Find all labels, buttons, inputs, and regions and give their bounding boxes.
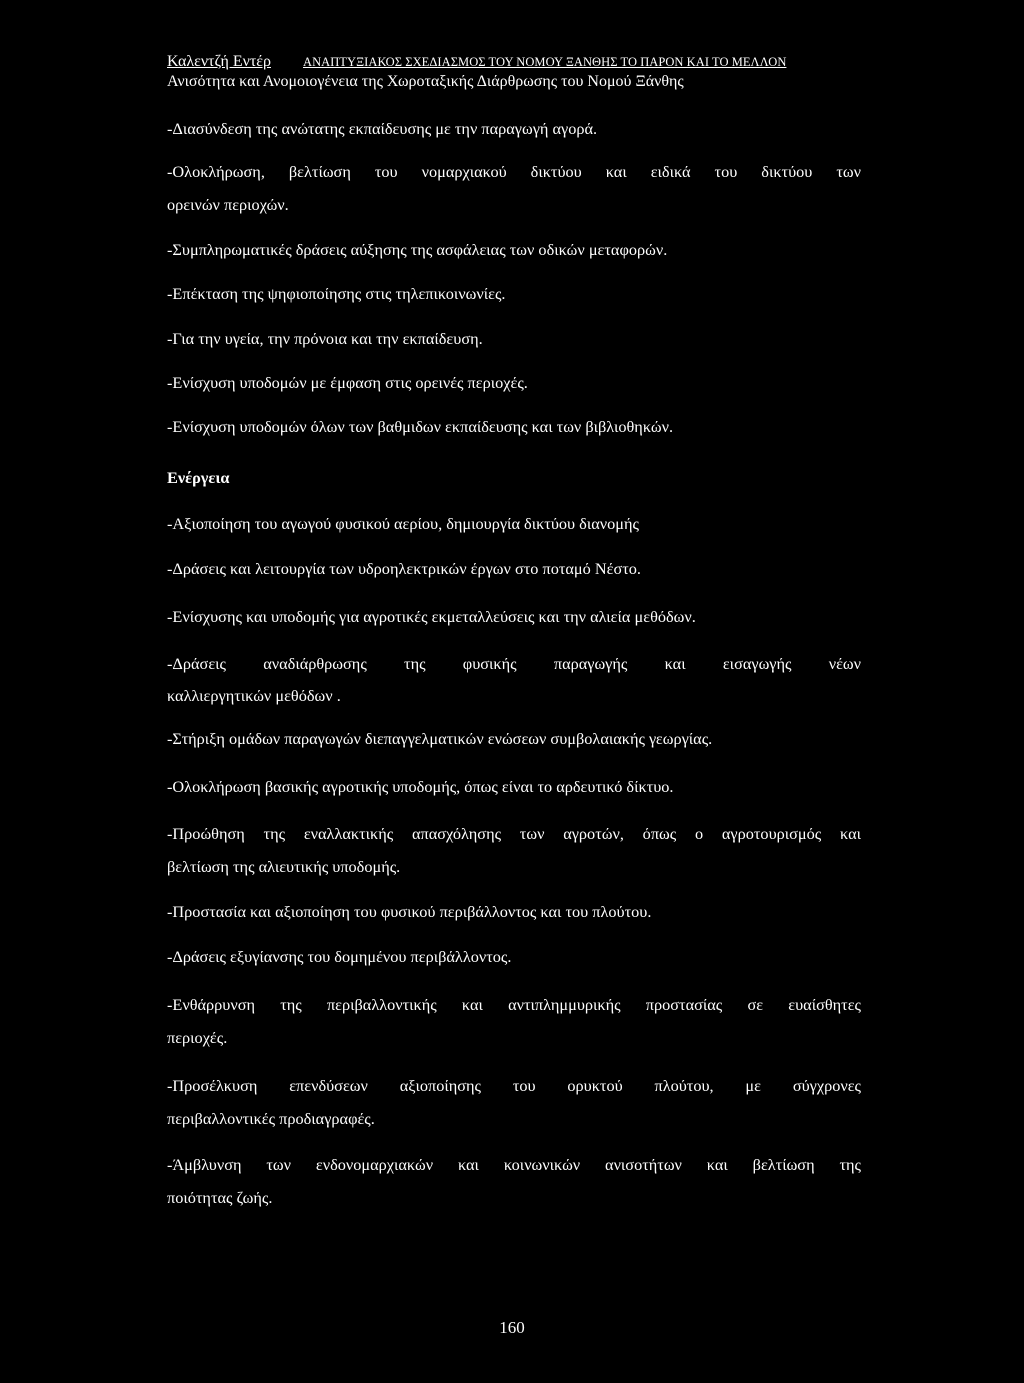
page-header	[167, 52, 867, 92]
text-line: -Ενίσχυση υποδομών με έμφαση στις ορεινές περιοχές.	[167, 373, 528, 392]
text-line: περιοχές.	[167, 1028, 228, 1047]
text-line: -Στήριξη ομάδων παραγωγών διεπαγγελματικών ενώσεων συμβολαιακής γεωργίας.	[167, 729, 713, 748]
text-line: -Συμπληρωματικές δράσεις αύξησης της ασφάλειας των οδικών μεταφορών.	[167, 240, 668, 259]
section-heading-energy: Ενέργεια	[167, 468, 230, 487]
text-line: -Ενθάρρυνση της περιβαλλοντικής και αντιπλημμυρικής προστασίας σε ευαίσθητες	[167, 995, 861, 1014]
document-subtitle: Ανισότητα και Ανομοιογένεια της Χωροταξικής Διάρθρωσης του Νομού Ξάνθης	[167, 73, 684, 90]
header-line-1	[167, 52, 867, 72]
text-line: -Προώθηση της εναλλακτικής απασχόλησης των αγροτών, όπως ο αγροτουρισμός και	[167, 824, 861, 843]
text-line: -Προσέλκυση επενδύσεων αξιοποίησης του ορυκτού πλούτου, με σύγχρονες	[167, 1076, 861, 1095]
text-line: βελτίωση της αλιευτικής υποδομής.	[167, 857, 401, 876]
text-line: -Ολοκλήρωση, βελτίωση του νομαρχιακού δικτύου και ειδικά του δικτύου των	[167, 162, 861, 181]
text-line: -Δράσεις και λειτουργία των υδροηλεκτρικών έργων στο ποταμό Νέστο.	[167, 559, 641, 578]
text-line: ορεινών περιοχών.	[167, 195, 289, 214]
text-line: ποιότητας ζωής.	[167, 1188, 273, 1207]
text-line: -Δράσεις αναδιάρθρωσης της φυσικής παραγωγής και εισαγωγής νέων	[167, 654, 861, 673]
text-line: -Δράσεις εξυγίανσης του δομημένου περιβάλλοντος.	[167, 947, 512, 966]
text-line: -Επέκταση της ψηφιοποίησης στις τηλεπικοινωνίες.	[167, 284, 506, 303]
text-line: περιβαλλοντικές προδιαγραφές.	[167, 1109, 375, 1128]
text-line: -Διασύνδεση της ανώτατης εκπαίδευσης με την παραγωγή αγορά.	[167, 119, 598, 138]
text-line: -Ενίσχυσης και υποδομής για αγροτικές εκμεταλλεύσεις και την αλιεία μεθόδων.	[167, 607, 696, 626]
text-line: -Προστασία και αξιοποίηση του φυσικού περιβάλλοντος και του πλούτου.	[167, 902, 652, 921]
text-line: -Ολοκλήρωση βασικής αγροτικής υποδομής, όπως είναι το αρδευτικό δίκτυο.	[167, 777, 674, 796]
text-line: -Ενίσχυση υποδομών όλων των βαθμιδων εκπαίδευσης και των βιβλιοθηκών.	[167, 417, 674, 436]
text-line: -Αξιοποίηση του αγωγού φυσικού αερίου, δημιουργία δικτύου διανομής	[167, 514, 639, 533]
page-number: 160	[499, 1318, 525, 1337]
author-name: Καλεντζή Εντέρ	[167, 53, 271, 70]
text-line: -Άμβλυνση των ενδονομαρχιακών και κοινωνικών ανισοτήτων και βελτίωση της	[167, 1155, 861, 1174]
text-line: καλλιεργητικών μεθόδων .	[167, 686, 341, 705]
document-title: ΑΝΑΠΤΥΞΙΑΚΟΣ ΣΧΕΔΙΑΣΜΟΣ ΤΟΥ ΝΟΜΟΥ ΞΑΝΘΗΣ ΤΟ ΠΑΡΟΝ ΚΑΙ ΤΟ ΜΕΛΛΟΝ	[303, 55, 787, 69]
text-line: -Για την υγεία, την πρόνοια και την εκπαίδευση.	[167, 329, 483, 348]
